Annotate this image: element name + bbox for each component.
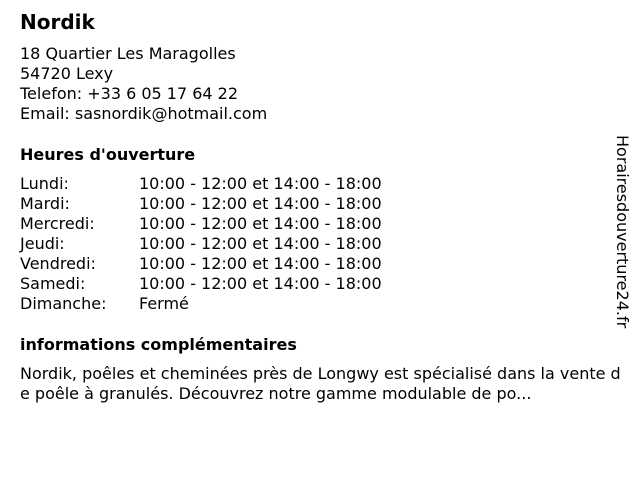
hours-time: 10:00 - 12:00 et 14:00 - 18:00 xyxy=(139,274,382,293)
hours-day: Samedi: xyxy=(20,274,86,293)
phone-number: Telefon: +33 6 05 17 64 22 xyxy=(20,84,239,103)
additional-info-heading: informations complémentaires xyxy=(20,335,297,354)
hours-time: 10:00 - 12:00 et 14:00 - 18:00 xyxy=(139,254,382,273)
hours-day: Lundi: xyxy=(20,174,69,193)
hours-day: Jeudi: xyxy=(20,234,65,253)
site-watermark: Horairesdouverture24.fr xyxy=(613,135,632,329)
contact-block xyxy=(20,44,267,124)
hours-time: 10:00 - 12:00 et 14:00 - 18:00 xyxy=(139,174,382,193)
hours-time: 10:00 - 12:00 et 14:00 - 18:00 xyxy=(139,234,382,253)
business-name: Nordik xyxy=(20,10,95,34)
business-description: Nordik, poêles et cheminées près de Longwy est spécialisé dans la vente de poêle à granulés. Découvrez notre gamme modulable de po... xyxy=(20,364,621,403)
address-city: 54720 Lexy xyxy=(20,64,114,83)
address-street: 18 Quartier Les Maragolles xyxy=(20,44,236,63)
hours-time: 10:00 - 12:00 et 14:00 - 18:00 xyxy=(139,194,382,213)
opening-hours-heading: Heures d'ouverture xyxy=(20,145,196,164)
hours-day: Mardi: xyxy=(20,194,70,213)
email-address: Email: sasnordik@hotmail.com xyxy=(20,104,268,123)
hours-day: Vendredi: xyxy=(20,254,96,273)
hours-time: Fermé xyxy=(139,294,189,313)
hours-time: 10:00 - 12:00 et 14:00 - 18:00 xyxy=(139,214,382,233)
hours-day: Mercredi: xyxy=(20,214,95,233)
hours-day: Dimanche: xyxy=(20,294,107,313)
